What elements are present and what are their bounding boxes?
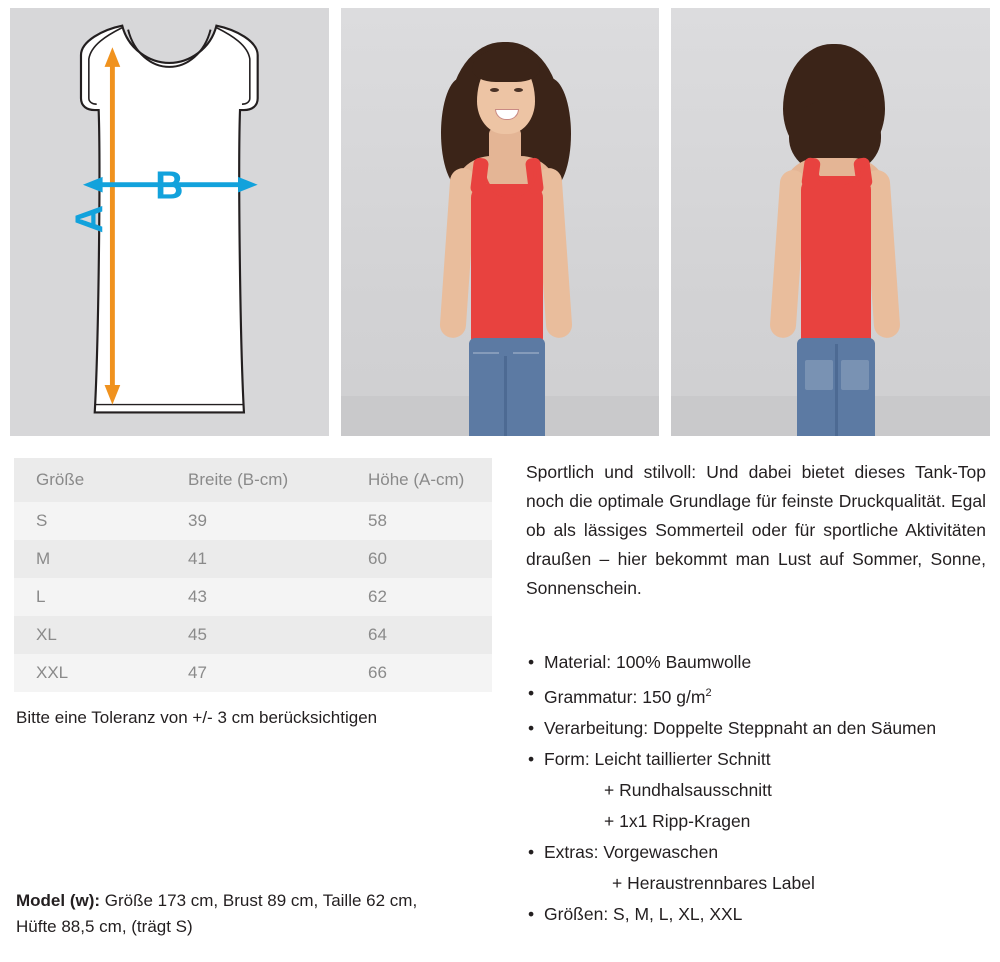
- cell-height: 58: [368, 511, 387, 530]
- model-back-photo: [671, 8, 990, 436]
- model-line2: Hüfte 88,5 cm, (trägt S): [16, 917, 193, 936]
- list-item: [526, 899, 986, 930]
- technical-drawing-panel: [10, 8, 329, 436]
- cell-size: XL: [36, 625, 57, 644]
- table-row: [14, 540, 492, 578]
- cell-height: 62: [368, 587, 387, 606]
- model-front-photo: [341, 8, 660, 436]
- jeans-back-pocket-left: [805, 360, 833, 390]
- feature-superscript: 2: [705, 687, 712, 699]
- feature-list: [526, 647, 986, 930]
- hair-front: [472, 48, 540, 82]
- model-front-figure: [341, 8, 660, 436]
- model-line1: Größe 173 cm, Brust 89 cm, Taille 62 cm,: [100, 891, 418, 910]
- feature-text: Grammatur: 150 g/m: [544, 686, 706, 707]
- cell-height: 66: [368, 663, 387, 682]
- table-header-row: [14, 458, 492, 502]
- table-row: [14, 616, 492, 654]
- jeans-pocket-left: [473, 352, 499, 354]
- tank-top-diagram: [10, 8, 329, 436]
- feature-text: + 1x1 Ripp-Kragen: [604, 810, 751, 831]
- feature-text: Größen: S, M, L, XL, XXL: [544, 903, 743, 924]
- cell-height: 64: [368, 625, 387, 644]
- cell-width: 41: [188, 549, 207, 568]
- jeans-back-seam: [835, 344, 838, 436]
- cell-width: 47: [188, 663, 207, 682]
- list-item: [526, 837, 986, 868]
- list-item: [526, 713, 986, 744]
- cell-height: 60: [368, 549, 387, 568]
- table-row: [14, 654, 492, 692]
- description-column: [514, 458, 986, 930]
- header-height: Höhe (A-cm): [368, 470, 465, 489]
- eye-right: [514, 88, 523, 92]
- cell-size: S: [36, 511, 48, 530]
- model-measurements: [16, 888, 506, 940]
- bullet-icon: •: [528, 748, 535, 769]
- header-size: Größe: [36, 470, 85, 489]
- bullet-icon: •: [528, 841, 535, 862]
- list-item-sub: [526, 806, 986, 837]
- bullet-icon: •: [528, 903, 535, 924]
- details-section: [0, 436, 1000, 930]
- list-item: [526, 744, 986, 775]
- tolerance-note: Bitte eine Toleranz von +/- 3 cm berücksichtigen: [16, 708, 378, 727]
- tank-top-back: [801, 176, 871, 348]
- svg-text:A: A: [67, 204, 112, 234]
- cell-size: L: [36, 587, 46, 606]
- jeans-back-pocket-right: [841, 360, 869, 390]
- model-label: Model (w):: [16, 891, 101, 910]
- cell-size: M: [36, 549, 51, 568]
- table-row: [14, 578, 492, 616]
- list-item-sub: [526, 868, 986, 899]
- feature-text: Material: 100% Baumwolle: [544, 652, 752, 672]
- list-item: [526, 647, 986, 678]
- size-column: [14, 458, 514, 930]
- feature-text: Extras: Vorgewaschen: [544, 841, 719, 862]
- list-item-sub: [526, 775, 986, 806]
- model-front-panel: [341, 8, 660, 436]
- size-table: [14, 458, 492, 692]
- cell-size: XXL: [36, 663, 69, 682]
- svg-text:B: B: [155, 163, 184, 208]
- table-row: [14, 502, 492, 540]
- bullet-icon: •: [528, 683, 535, 703]
- model-back-panel: [671, 8, 990, 436]
- cell-width: 45: [188, 625, 207, 644]
- cell-width: 43: [188, 587, 207, 606]
- bullet-icon: •: [528, 717, 535, 738]
- cell-width: 39: [188, 511, 207, 530]
- feature-text: + Rundhalsausschnitt: [604, 779, 772, 800]
- product-description: Sportlich und stilvoll: Und dabei bietet dieses Tank-Top noch die optimale Grundlage für feinste Druckqualität. Egal ob als lässiges Sommerteil oder für sportliche Aktivitäten draußen – hier bekommt man Lust auf Sommer, Sonne, Sonnenschein.: [526, 462, 986, 598]
- jeans-seam: [504, 356, 507, 436]
- tank-top-body: [471, 184, 543, 348]
- header-width: Breite (B-cm): [188, 470, 289, 489]
- feature-text: Verarbeitung: Doppelte Steppnaht an den Säumen: [544, 717, 937, 738]
- feature-text: + Heraustrennbares Label: [612, 872, 815, 893]
- image-row: [0, 0, 1000, 436]
- jeans-pocket-right: [513, 352, 539, 354]
- model-back-figure: [671, 8, 990, 436]
- eye-left: [490, 88, 499, 92]
- feature-text: Form: Leicht taillierter Schnitt: [544, 748, 771, 769]
- list-item: [526, 678, 986, 713]
- bullet-icon: •: [528, 652, 535, 672]
